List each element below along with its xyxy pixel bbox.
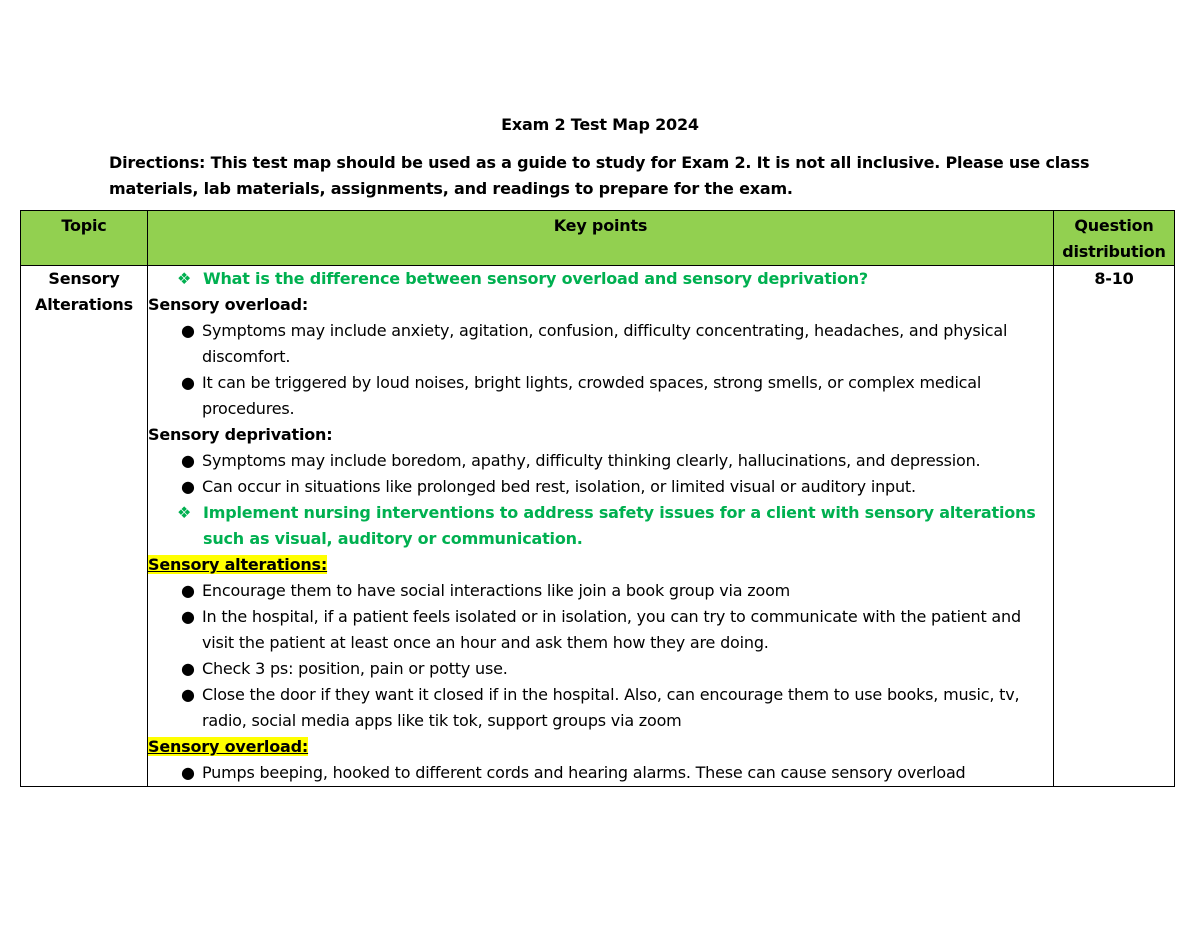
round-bullet-icon: ● bbox=[181, 321, 195, 340]
list-item-text: Can occur in situations like prolonged bed rest, isolation, or limited visual or auditory input. bbox=[202, 477, 916, 496]
list-item bbox=[148, 318, 1053, 370]
list-item-text: It can be triggered by loud noises, bright lights, crowded spaces, strong smells, or complex medical procedures. bbox=[202, 373, 982, 418]
highlighted-heading: Sensory alterations: bbox=[148, 555, 328, 574]
list-item-text: In the hospital, if a patient feels isolated or in isolation, you can try to communicate with the patient and visit the patient at least once an hour and ask them how they are doing. bbox=[202, 607, 1021, 652]
directions-text: Directions: This test map should be used as a guide to study for Exam 2. It is not all inclusive. Please use class materials, lab materials, assignments, and readings to prepare for the exam. bbox=[109, 153, 1090, 198]
table-header-row bbox=[21, 211, 1175, 266]
round-bullet-icon: ● bbox=[181, 373, 195, 392]
round-bullet-icon: ● bbox=[181, 659, 195, 678]
round-bullet-icon: ● bbox=[181, 607, 195, 626]
distribution-cell: 8-10 bbox=[1054, 266, 1175, 787]
question-text: Implement nursing interventions to address safety issues for a client with sensory alterations such as visual, auditory or communication. bbox=[203, 503, 1036, 548]
question-text: What is the difference between sensory overload and sensory deprivation? bbox=[203, 269, 869, 288]
list-item bbox=[148, 370, 1053, 422]
round-bullet-icon: ● bbox=[181, 763, 195, 782]
key-points-cell bbox=[148, 266, 1054, 787]
diamond-bullet-icon: ❖ bbox=[177, 269, 192, 288]
round-bullet-icon: ● bbox=[181, 581, 195, 600]
round-bullet-icon: ● bbox=[181, 477, 195, 496]
test-map-table bbox=[20, 210, 1175, 787]
header-topic: Topic bbox=[21, 211, 148, 266]
section-heading: Sensory deprivation: bbox=[148, 425, 333, 444]
list-item bbox=[148, 682, 1053, 734]
question-item bbox=[148, 266, 1053, 292]
list-item-text: Symptoms may include anxiety, agitation, confusion, difficulty concentrating, headaches, and physical discomfort. bbox=[202, 321, 1008, 366]
topic-cell: Sensory Alterations bbox=[21, 266, 148, 787]
list-item-text: Symptoms may include boredom, apathy, difficulty thinking clearly, hallucinations, and depression. bbox=[202, 451, 981, 470]
list-item-text: Check 3 ps: position, pain or potty use. bbox=[202, 659, 508, 678]
list-item bbox=[148, 656, 1053, 682]
table-row bbox=[21, 266, 1175, 787]
question-item bbox=[148, 500, 1053, 552]
highlighted-heading: Sensory overload: bbox=[148, 737, 309, 756]
list-item bbox=[148, 760, 1053, 786]
diamond-bullet-icon: ❖ bbox=[177, 503, 192, 522]
header-key-points: Key points bbox=[148, 211, 1054, 266]
header-question-distribution: Question distribution bbox=[1054, 211, 1175, 266]
page-title: Exam 2 Test Map 2024 bbox=[501, 115, 699, 134]
list-item bbox=[148, 604, 1053, 656]
round-bullet-icon: ● bbox=[181, 685, 195, 704]
list-item bbox=[148, 578, 1053, 604]
list-item bbox=[148, 448, 1053, 474]
list-item bbox=[148, 474, 1053, 500]
round-bullet-icon: ● bbox=[181, 451, 195, 470]
list-item-text: Pumps beeping, hooked to different cords and hearing alarms. These can cause sensory overload bbox=[202, 763, 966, 782]
list-item-text: Encourage them to have social interactions like join a book group via zoom bbox=[202, 581, 791, 600]
list-item-text: Close the door if they want it closed if in the hospital. Also, can encourage them to use books, music, tv, radio, social media apps like tik tok, support groups via zoom bbox=[202, 685, 1020, 730]
section-heading: Sensory overload: bbox=[148, 295, 309, 314]
